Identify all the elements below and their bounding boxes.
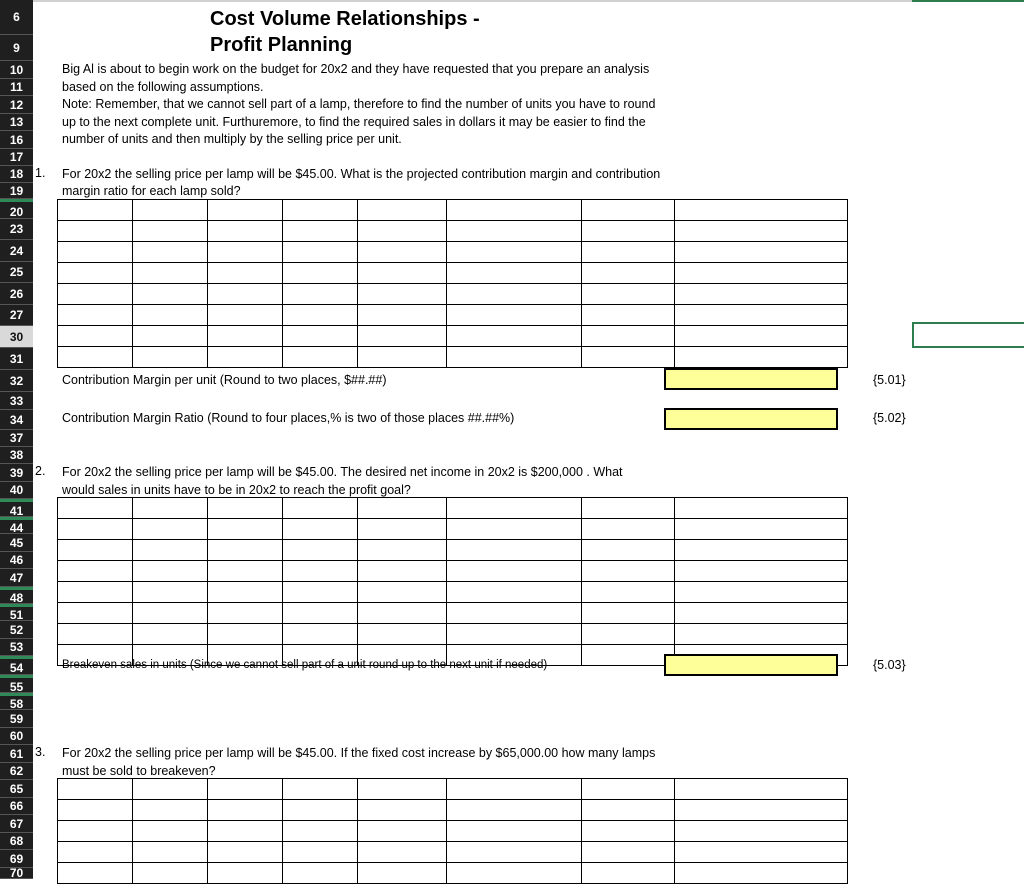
intro-line-5: number of units and then multiply by the selling price per unit. [62,132,402,146]
grid-row [58,779,848,800]
grid-cell[interactable] [447,603,582,624]
grid-cell[interactable] [133,305,208,326]
row-header-46[interactable]: 46 [0,552,33,569]
grid-row [58,863,848,884]
grid-cell[interactable] [582,582,675,603]
grid-cell[interactable] [283,284,358,305]
grid-cell[interactable] [675,305,848,326]
grid-cell[interactable] [675,200,848,221]
sheet-top-border [33,0,1024,2]
grid-cell[interactable] [358,242,447,263]
grid-cell[interactable] [358,200,447,221]
grid-cell[interactable] [447,863,582,884]
grid-cell[interactable] [358,221,447,242]
grid-cell[interactable] [208,821,283,842]
row-header-44[interactable]: 44 [0,517,33,534]
grid-cell[interactable] [58,561,133,582]
row-header-25[interactable]: 25 [0,262,33,283]
grid-cell[interactable] [447,624,582,645]
grid-cell[interactable] [582,242,675,263]
grid-cell[interactable] [283,842,358,863]
row-header-54[interactable]: 54 [0,656,33,675]
grid-cell[interactable] [582,519,675,540]
cm-per-unit-reference: {5.01} [873,373,906,387]
grid-cell[interactable] [58,498,133,519]
grid-cell[interactable] [133,540,208,561]
row-header-48[interactable]: 48 [0,587,33,604]
row-header-65[interactable]: 65 [0,780,33,798]
grid-row [58,800,848,821]
question-2-work-grid[interactable] [57,497,848,666]
grid-cell[interactable] [208,305,283,326]
grid-cell[interactable] [582,842,675,863]
grid-cell[interactable] [582,821,675,842]
grid-cell[interactable] [133,284,208,305]
row-header-62[interactable]: 62 [0,763,33,780]
grid-cell[interactable] [447,519,582,540]
grid-cell[interactable] [675,842,848,863]
grid-cell[interactable] [283,519,358,540]
row-header-17[interactable]: 17 [0,149,33,166]
grid-cell[interactable] [58,540,133,561]
grid-cell[interactable] [283,498,358,519]
grid-cell[interactable] [358,284,447,305]
grid-cell[interactable] [283,863,358,884]
row-header-70[interactable]: 70 [0,868,33,879]
breakeven-units-reference: {5.03} [873,658,906,672]
grid-cell[interactable] [283,624,358,645]
row-header-12[interactable]: 12 [0,96,33,114]
grid-cell[interactable] [58,842,133,863]
question-2-number: 2. [35,464,46,478]
grid-row [58,326,848,347]
grid-cell[interactable] [582,221,675,242]
grid-cell[interactable] [582,347,675,368]
row-header-53[interactable]: 53 [0,639,33,656]
grid-cell[interactable] [358,519,447,540]
row-header-69[interactable]: 69 [0,850,33,868]
grid-cell[interactable] [582,263,675,284]
grid-cell[interactable] [58,305,133,326]
selected-cell[interactable] [912,322,1024,348]
row-header-67[interactable]: 67 [0,815,33,833]
row-header-41[interactable]: 41 [0,499,33,517]
grid-cell[interactable] [133,561,208,582]
intro-line-4: up to the next complete unit. Furthuremore, to find the required sales in dollars it may be easier to find the [62,115,646,129]
grid-cell[interactable] [283,561,358,582]
question-1-text-line-1: For 20x2 the selling price per lamp will be $45.00. What is the projected contribution margin and contribution [62,167,661,181]
grid-cell[interactable] [208,863,283,884]
row-header-51[interactable]: 51 [0,604,33,621]
grid-cell[interactable] [675,242,848,263]
grid-cell[interactable] [133,863,208,884]
grid-row [58,200,848,221]
row-header-47[interactable]: 47 [0,569,33,587]
grid-cell[interactable] [675,347,848,368]
question-2-text-line-1: For 20x2 the selling price per lamp will be $45.00. The desired net income in 20x2 is $200,000 . What [62,465,623,479]
grid-cell[interactable] [58,800,133,821]
grid-cell[interactable] [58,284,133,305]
grid-cell[interactable] [208,561,283,582]
grid-row [58,519,848,540]
grid-cell[interactable] [582,779,675,800]
grid-cell[interactable] [675,800,848,821]
grid-cell[interactable] [447,561,582,582]
grid-cell[interactable] [133,582,208,603]
grid-row [58,305,848,326]
grid-row [58,603,848,624]
grid-cell[interactable] [283,800,358,821]
intro-line-1: Big Al is about to begin work on the budget for 20x2 and they have requested that you prepare an analysis [62,62,650,76]
grid-cell[interactable] [447,284,582,305]
grid-cell[interactable] [133,242,208,263]
grid-row [58,842,848,863]
grid-cell[interactable] [133,624,208,645]
grid-row [58,347,848,368]
row-header-61[interactable]: 61 [0,745,33,763]
row-header-58[interactable]: 58 [0,693,33,710]
row-header-66[interactable]: 66 [0,798,33,815]
question-1-number: 1. [35,166,46,180]
row-header-68[interactable]: 68 [0,833,33,850]
grid-cell[interactable] [358,326,447,347]
grid-cell[interactable] [58,779,133,800]
row-header-24[interactable]: 24 [0,240,33,262]
grid-cell[interactable] [582,645,675,666]
row-header-20[interactable]: 20 [0,199,33,219]
grid-cell[interactable] [208,263,283,284]
row-header-19[interactable]: 19 [0,183,33,199]
grid-cell[interactable] [447,326,582,347]
grid-cell[interactable] [358,863,447,884]
grid-cell[interactable] [675,821,848,842]
intro-line-2: based on the following assumptions. [62,80,264,94]
grid-cell[interactable] [283,347,358,368]
grid-row [58,540,848,561]
grid-cell[interactable] [208,582,283,603]
breakeven-units-answer-cell[interactable] [664,654,838,676]
grid-cell[interactable] [358,498,447,519]
grid-cell[interactable] [675,498,848,519]
grid-cell[interactable] [58,603,133,624]
grid-cell[interactable] [58,821,133,842]
question-3-work-grid[interactable] [57,778,848,884]
grid-cell[interactable] [208,624,283,645]
grid-cell[interactable] [58,347,133,368]
grid-cell[interactable] [582,561,675,582]
grid-cell[interactable] [58,624,133,645]
row-header-9[interactable]: 9 [0,35,33,61]
grid-cell[interactable] [358,540,447,561]
row-header-10[interactable]: 10 [0,61,33,79]
row-header-45[interactable]: 45 [0,534,33,552]
question-3-text-line-1: For 20x2 the selling price per lamp will be $45.00. If the fixed cost increase by $65,000.00 how many lamps [62,746,656,760]
row-header-23[interactable]: 23 [0,219,33,240]
row-header-26[interactable]: 26 [0,283,33,305]
grid-cell[interactable] [208,200,283,221]
grid-row [58,242,848,263]
grid-cell[interactable] [358,603,447,624]
grid-cell[interactable] [582,624,675,645]
grid-row [58,221,848,242]
grid-cell[interactable] [283,540,358,561]
grid-cell[interactable] [283,779,358,800]
cm-per-unit-label: Contribution Margin per unit (Round to two places, $##.##) [62,373,387,387]
row-header-6[interactable]: 6 [0,0,33,35]
grid-cell[interactable] [447,540,582,561]
question-2-text-line-2: would sales in units have to be in 20x2 to reach the profit goal? [62,483,411,497]
grid-cell[interactable] [283,582,358,603]
grid-cell[interactable] [283,326,358,347]
grid-cell[interactable] [283,221,358,242]
grid-cell[interactable] [358,779,447,800]
grid-row [58,582,848,603]
grid-cell[interactable] [358,263,447,284]
grid-cell[interactable] [582,603,675,624]
grid-cell[interactable] [447,242,582,263]
grid-cell[interactable] [58,263,133,284]
row-header-16[interactable]: 16 [0,131,33,149]
cm-per-unit-answer-cell[interactable] [664,368,838,390]
row-header-37[interactable]: 37 [0,430,33,447]
grid-cell[interactable] [58,221,133,242]
row-header-31[interactable]: 31 [0,348,33,370]
grid-cell[interactable] [208,221,283,242]
row-header-38[interactable]: 38 [0,447,33,464]
page-title: Cost Volume Relationships - [210,8,480,30]
grid-cell[interactable] [133,603,208,624]
row-header-40[interactable]: 40 [0,482,33,499]
grid-cell[interactable] [58,582,133,603]
grid-cell[interactable] [582,200,675,221]
grid-cell[interactable] [582,305,675,326]
grid-cell[interactable] [208,800,283,821]
grid-cell[interactable] [208,603,283,624]
cm-ratio-answer-cell[interactable] [664,408,838,430]
grid-cell[interactable] [447,498,582,519]
grid-cell[interactable] [675,561,848,582]
grid-row [58,498,848,519]
grid-cell[interactable] [675,540,848,561]
grid-cell[interactable] [358,821,447,842]
grid-cell[interactable] [447,221,582,242]
page-subtitle: Profit Planning [210,34,353,56]
grid-cell[interactable] [582,284,675,305]
grid-row [58,624,848,645]
grid-row [58,284,848,305]
grid-cell[interactable] [447,800,582,821]
grid-cell[interactable] [133,779,208,800]
grid-cell[interactable] [675,263,848,284]
grid-cell[interactable] [133,800,208,821]
question-3-number: 3. [35,745,46,759]
grid-cell[interactable] [582,326,675,347]
grid-cell[interactable] [283,263,358,284]
row-header-34[interactable]: 34 [0,410,33,430]
grid-cell[interactable] [675,582,848,603]
grid-cell[interactable] [208,284,283,305]
grid-cell[interactable] [208,519,283,540]
grid-cell[interactable] [208,498,283,519]
grid-cell[interactable] [208,540,283,561]
grid-cell[interactable] [283,603,358,624]
grid-cell[interactable] [447,582,582,603]
grid-cell[interactable] [58,242,133,263]
grid-cell[interactable] [133,821,208,842]
cm-ratio-label: Contribution Margin Ratio (Round to four places,% is two of those places ##.##%) [62,411,515,425]
cm-ratio-reference: {5.02} [873,411,906,425]
grid-cell[interactable] [675,326,848,347]
grid-cell[interactable] [133,200,208,221]
intro-line-3: Note: Remember, that we cannot sell part of a lamp, therefore to find the number of units you have to round [62,97,656,111]
grid-cell[interactable] [675,779,848,800]
grid-cell[interactable] [675,519,848,540]
row-header-60[interactable]: 60 [0,728,33,745]
grid-cell[interactable] [675,603,848,624]
row-header-27[interactable]: 27 [0,305,33,326]
grid-cell[interactable] [208,842,283,863]
question-1-text-line-2: margin ratio for each lamp sold? [62,184,241,198]
breakeven-units-label: Breakeven sales in units (Since we cannot sell part of a unit round up to the next unit if needed) [62,659,548,671]
grid-cell[interactable] [447,305,582,326]
grid-cell[interactable] [208,779,283,800]
grid-cell[interactable] [675,221,848,242]
grid-cell[interactable] [133,221,208,242]
grid-cell[interactable] [675,624,848,645]
grid-cell[interactable] [582,863,675,884]
grid-cell[interactable] [283,821,358,842]
grid-cell[interactable] [283,200,358,221]
row-header-column [0,0,33,879]
grid-cell[interactable] [208,242,283,263]
row-header-13[interactable]: 13 [0,114,33,131]
row-header-32[interactable]: 32 [0,370,33,392]
grid-cell[interactable] [447,347,582,368]
grid-cell[interactable] [133,326,208,347]
row-header-52[interactable]: 52 [0,621,33,639]
grid-cell[interactable] [58,519,133,540]
grid-cell[interactable] [447,263,582,284]
grid-cell[interactable] [283,305,358,326]
row-header-59[interactable]: 59 [0,710,33,728]
row-header-30[interactable]: 30 [0,326,33,348]
grid-cell[interactable] [358,842,447,863]
grid-cell[interactable] [447,779,582,800]
grid-row [58,263,848,284]
grid-cell[interactable] [358,800,447,821]
grid-cell[interactable] [133,842,208,863]
grid-cell[interactable] [358,347,447,368]
question-3-text-line-2: must be sold to breakeven? [62,764,216,778]
row-header-18[interactable]: 18 [0,166,33,183]
grid-cell[interactable] [133,498,208,519]
grid-cell[interactable] [582,800,675,821]
grid-cell[interactable] [133,519,208,540]
grid-cell[interactable] [675,284,848,305]
grid-cell[interactable] [58,326,133,347]
grid-row [58,561,848,582]
grid-row [58,821,848,842]
grid-cell[interactable] [358,561,447,582]
grid-cell[interactable] [447,821,582,842]
row-header-11[interactable]: 11 [0,79,33,96]
grid-cell[interactable] [283,242,358,263]
grid-cell[interactable] [582,498,675,519]
question-1-work-grid[interactable] [57,199,848,368]
grid-cell[interactable] [208,326,283,347]
grid-cell[interactable] [675,863,848,884]
grid-cell[interactable] [208,347,283,368]
grid-cell[interactable] [133,263,208,284]
grid-cell[interactable] [447,842,582,863]
grid-cell[interactable] [358,624,447,645]
grid-cell[interactable] [133,347,208,368]
grid-cell[interactable] [358,582,447,603]
grid-cell[interactable] [582,540,675,561]
row-header-39[interactable]: 39 [0,464,33,482]
grid-cell[interactable] [58,200,133,221]
row-header-55[interactable]: 55 [0,675,33,693]
row-header-33[interactable]: 33 [0,392,33,410]
grid-cell[interactable] [358,305,447,326]
column-selection-indicator [912,0,1024,2]
grid-cell[interactable] [58,863,133,884]
grid-cell[interactable] [447,200,582,221]
